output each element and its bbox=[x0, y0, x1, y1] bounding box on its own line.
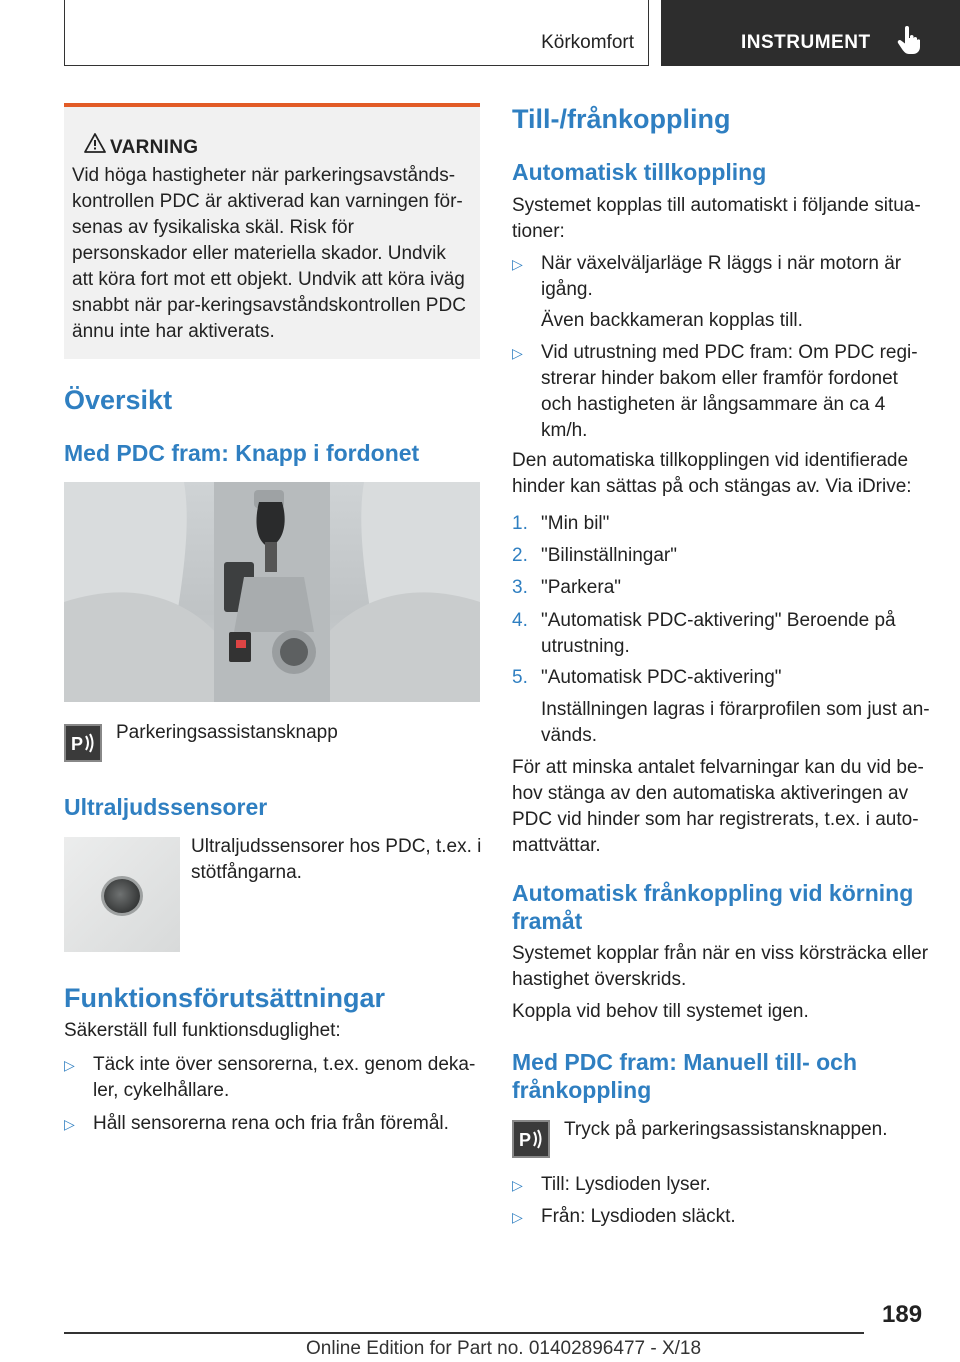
warning-triangle-icon bbox=[84, 133, 106, 153]
idrive-intro: Den automatiska tillkopplingen vid identifierade hinder kan sättas på och stängas av. Via iDrive: bbox=[512, 450, 912, 497]
svg-text:P: P bbox=[71, 734, 84, 754]
warning-text: Vid höga hastigheter när parkeringsavstånds-kontrollen PDC är aktiverad kan varningen för-senas av fysikaliska skäl. Risk för personskador eller materiella skador. Undvik att köra fort mot ett objekt. Undvik att köra iväg snabbt när par-keringsavståndskontrollen PDC ännu inte har aktiverats. bbox=[72, 165, 466, 342]
manual-text: Tryck på parkeringsassistansknappen. bbox=[564, 1119, 888, 1140]
triangle-bullet-icon: ▷ bbox=[512, 345, 523, 361]
on-off-heading: Till-/frånkoppling bbox=[512, 104, 731, 134]
footer-edition: Online Edition for Part no. 01402896477 - X/18 bbox=[306, 1338, 702, 1359]
auto-off-text2: Koppla vid behov till systemet igen. bbox=[512, 1001, 809, 1022]
sensor-icon bbox=[101, 876, 143, 916]
button-caption: Parkeringsassistansknapp bbox=[116, 722, 338, 743]
backcam-note: Även backkameran kopplas till. bbox=[541, 310, 803, 331]
parking-assist-button-icon bbox=[512, 1120, 550, 1158]
ultrasonic-heading: Ultraljudssensorer bbox=[64, 794, 268, 820]
header-section-label: Körkomfort bbox=[541, 32, 634, 53]
ultrasonic-sensor-photo bbox=[64, 837, 180, 952]
function-requirements-heading: Funktionsförutsättningar bbox=[64, 983, 385, 1013]
pdc-button-heading: Med PDC fram: Knapp i fordonet bbox=[64, 440, 420, 466]
function-intro: Säkerställ full funktionsduglighet: bbox=[64, 1020, 341, 1041]
auto-off-heading: Automatisk frånkoppling vid körning framåt bbox=[512, 880, 914, 934]
auto-off-text: Systemet kopplar från när en viss körsträcka eller hastighet överskrids. bbox=[512, 943, 929, 990]
triangle-bullet-icon: ▷ bbox=[512, 1209, 523, 1225]
overview-heading: Översikt bbox=[64, 385, 173, 415]
false-warning-text: För att minska antalet felvarningar kan du vid be-hov stänga av den automatiska aktiveringen av PDC vid hinder som har registrerats, t.ex. i auto-mattvättar. bbox=[512, 757, 924, 856]
header-section-box bbox=[64, 0, 649, 66]
header-chapter-tab[interactable] bbox=[661, 0, 960, 66]
footer-divider bbox=[64, 1332, 864, 1334]
step5-note: Inställningen lagras i förarprofilen som just an-vänds. bbox=[541, 699, 930, 746]
triangle-bullet-icon: ▷ bbox=[64, 1116, 75, 1132]
header-chapter-label: INSTRUMENT bbox=[741, 32, 871, 53]
pointing-hand-icon bbox=[897, 26, 921, 54]
console-illustration bbox=[64, 482, 480, 702]
auto-on-heading: Automatisk tillkoppling bbox=[512, 159, 767, 185]
svg-text:P: P bbox=[519, 1130, 532, 1150]
triangle-bullet-icon: ▷ bbox=[512, 1177, 523, 1193]
ultrasonic-text: Ultraljudssensorer hos PDC, t.ex. i stötfångarna. bbox=[191, 836, 482, 883]
triangle-bullet-icon: ▷ bbox=[512, 256, 523, 272]
center-console-photo bbox=[64, 482, 480, 702]
parking-assist-button-icon bbox=[64, 724, 102, 762]
manual-heading: Med PDC fram: Manuell till- och frånkoppling bbox=[512, 1049, 858, 1103]
page-number: 189 bbox=[882, 1301, 923, 1328]
auto-on-intro: Systemet kopplas till automatiskt i följande situa-tioner: bbox=[512, 195, 921, 242]
triangle-bullet-icon: ▷ bbox=[64, 1057, 75, 1073]
warning-box bbox=[64, 103, 480, 359]
warning-title: VARNING bbox=[110, 137, 199, 158]
